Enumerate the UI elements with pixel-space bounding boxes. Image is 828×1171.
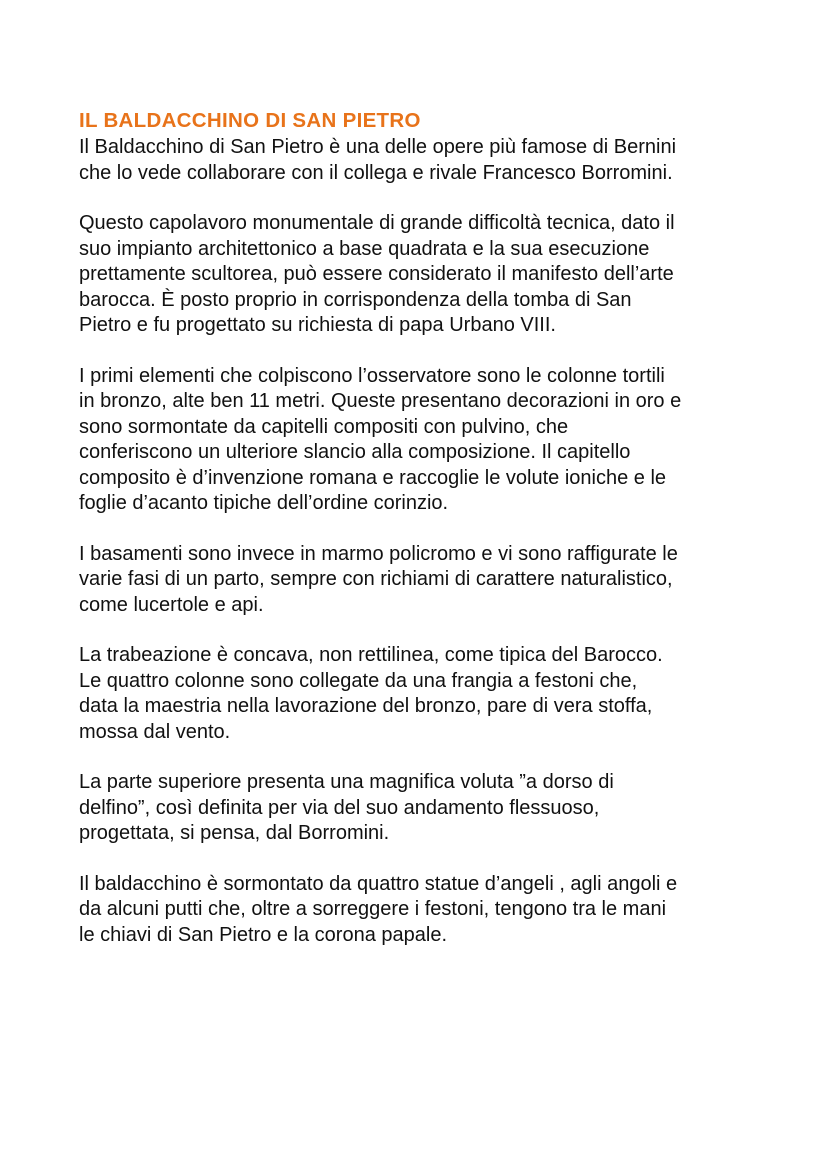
paragraph-line: I basamenti sono invece in marmo policromo e vi sono raffigurate le [79,542,678,565]
paragraph-line: in bronzo, alte ben 11 metri. Queste presentano decorazioni in oro e [79,390,682,412]
document-title: IL BALDACCHINO DI SAN PIETRO [79,109,421,132]
paragraph-line: come lucertole e api. [79,593,264,616]
paragraph-line: che lo vede collaborare con il collega e rivale Francesco Borromini. [79,161,673,184]
paragraph-line: La trabeazione è concava, non rettilinea, come tipica del Barocco. [79,644,663,666]
body-paragraph [79,872,779,949]
paragraph-line: composito è d’invenzione romana e raccoglie le volute ioniche e le [79,466,667,489]
paragraph-line: le chiavi di San Pietro e la corona papale. [79,923,448,946]
paragraph-line: sono sormontate da capitelli compositi con pulvino, che [79,415,569,438]
paragraph-line: da alcuni putti che, oltre a sorreggere i festoni, tengono tra le mani [79,898,667,920]
body-paragraph [79,211,779,339]
body-paragraph [79,643,779,745]
paragraph-line: Le quattro colonne sono collegate da una frangia a festoni che, [79,669,638,692]
paragraph-line: La parte superiore presenta una magnifica voluta ”a dorso di [79,771,614,793]
paragraph-line: varie fasi di un parto, sempre con richiami di carattere naturalistico, [79,568,673,590]
body-paragraph [79,364,779,517]
paragraph-line: data la maestria nella lavorazione del bronzo, pare di vera stoffa, [79,695,653,717]
paragraph-line: progettata, si pensa, dal Borromini. [79,822,390,844]
paragraph-line: prettamente scultorea, può essere considerato il manifesto dell’arte [79,263,674,285]
paragraph-line: barocca. È posto proprio in corrispondenza della tomba di San [79,288,632,311]
body-paragraph [79,770,779,847]
paragraph-line: I primi elementi che colpiscono l’osservatore sono le colonne tortili [79,364,665,387]
paragraph-line: Questo capolavoro monumentale di grande difficoltà tecnica, dato il [79,212,675,234]
paragraph-line: Il Baldacchino di San Pietro è una delle opere più famose di Bernini [79,136,677,158]
paragraph-line: conferiscono un ulteriore slancio alla composizione. Il capitello [79,441,631,463]
body-paragraph [79,542,779,619]
paragraph-line: Pietro e fu progettato su richiesta di papa Urbano VIII. [79,314,556,336]
paragraph-line: Il baldacchino è sormontato da quattro statue d’angeli , agli angoli e [79,872,678,895]
document-page [79,107,779,973]
paragraph-line: suo impianto architettonico a base quadrata e la sua esecuzione [79,237,650,260]
body-paragraph [79,135,779,186]
paragraph-line: mossa dal vento. [79,720,231,743]
paragraph-line: foglie d’acanto tipiche dell’ordine corinzio. [79,492,449,514]
paragraph-line: delfino”, così definita per via del suo andamento flessuoso, [79,796,600,819]
document-body [79,135,779,948]
